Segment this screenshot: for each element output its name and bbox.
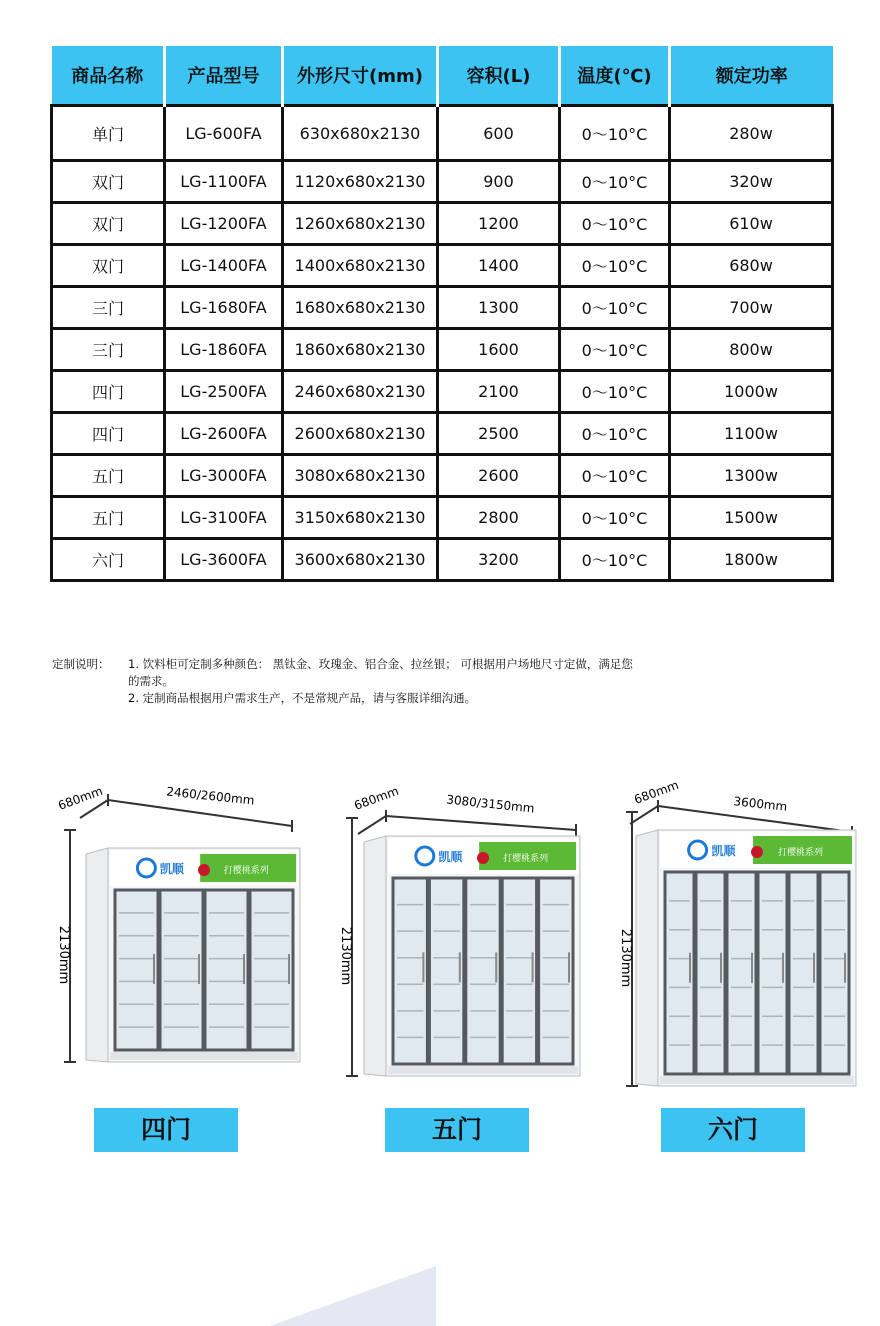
fridge-door bbox=[429, 878, 463, 1064]
cell-dimensions: 630x680x2130 bbox=[283, 106, 438, 161]
cell-volume: 1200 bbox=[438, 203, 560, 245]
cell-product-name: 三门 bbox=[52, 287, 165, 329]
table-row bbox=[52, 287, 833, 329]
fridge-side-panel bbox=[636, 830, 658, 1086]
cell-power: 1800w bbox=[670, 539, 833, 581]
note-line-1-cont: 的需求。 bbox=[128, 674, 174, 688]
cell-temperature: 0～10°C bbox=[560, 455, 670, 497]
cell-power: 610w bbox=[670, 203, 833, 245]
door-handle bbox=[782, 953, 784, 983]
fridge-door bbox=[539, 878, 573, 1064]
width-dimension-line bbox=[386, 816, 576, 830]
cherry-icon bbox=[477, 852, 489, 864]
cell-product-name: 四门 bbox=[52, 371, 165, 413]
cell-model: LG-3600FA bbox=[165, 539, 283, 581]
fridge-base bbox=[388, 1066, 578, 1074]
cell-product-name: 双门 bbox=[52, 203, 165, 245]
note-line-2: 2. 定制商品根据用户需求生产，不是常规产品，请与客服详细沟通。 bbox=[128, 691, 477, 705]
fridge-base bbox=[660, 1076, 854, 1084]
cell-volume: 2800 bbox=[438, 497, 560, 539]
depth-dimension-line bbox=[358, 816, 386, 834]
cell-model: LG-2500FA bbox=[165, 371, 283, 413]
fridge-side-panel bbox=[86, 848, 108, 1062]
door-handle bbox=[459, 952, 461, 982]
cell-temperature: 0～10°C bbox=[560, 329, 670, 371]
cell-volume: 600 bbox=[438, 106, 560, 161]
cell-dimensions: 1400x680x2130 bbox=[283, 245, 438, 287]
cell-dimensions: 3150x680x2130 bbox=[283, 497, 438, 539]
door-handle bbox=[720, 953, 722, 983]
door-handle bbox=[844, 953, 846, 983]
cell-dimensions: 3080x680x2130 bbox=[283, 455, 438, 497]
banner-text: 打樱桃系列 bbox=[223, 866, 269, 876]
table-row bbox=[52, 539, 833, 581]
door-handle bbox=[153, 954, 155, 984]
cell-power: 1000w bbox=[670, 371, 833, 413]
cell-power: 680w bbox=[670, 245, 833, 287]
fridge-base bbox=[110, 1052, 298, 1060]
door-handle bbox=[495, 952, 497, 982]
cherry-icon bbox=[751, 846, 763, 858]
door-handle bbox=[243, 954, 245, 984]
cell-product-name: 双门 bbox=[52, 161, 165, 203]
fridge-door bbox=[160, 890, 203, 1050]
cherry-icon bbox=[198, 864, 210, 876]
fridge-door bbox=[502, 878, 536, 1064]
cell-temperature: 0～10°C bbox=[560, 539, 670, 581]
cell-volume: 2600 bbox=[438, 455, 560, 497]
door-handle bbox=[568, 952, 570, 982]
cell-product-name: 五门 bbox=[52, 497, 165, 539]
fridge-side-panel bbox=[364, 836, 386, 1076]
badge-four-door: 四门 bbox=[94, 1108, 238, 1152]
fridge-four-door bbox=[56, 784, 300, 1062]
cell-power: 800w bbox=[670, 329, 833, 371]
cell-volume: 900 bbox=[438, 161, 560, 203]
fridge-five-door bbox=[338, 784, 580, 1076]
table-row bbox=[52, 371, 833, 413]
decorative-triangle bbox=[270, 1266, 436, 1326]
fridge-door bbox=[115, 890, 158, 1050]
height-label: 2130mm bbox=[338, 926, 353, 986]
cell-model: LG-2600FA bbox=[165, 413, 283, 455]
cell-volume: 1600 bbox=[438, 329, 560, 371]
header-volume: 容积(L) bbox=[438, 46, 560, 106]
table-row bbox=[52, 106, 833, 161]
cell-model: LG-1680FA bbox=[165, 287, 283, 329]
cell-volume: 2500 bbox=[438, 413, 560, 455]
cell-dimensions: 2460x680x2130 bbox=[283, 371, 438, 413]
table-row bbox=[52, 203, 833, 245]
depth-dimension-line bbox=[630, 806, 658, 824]
cell-temperature: 0～10°C bbox=[560, 497, 670, 539]
door-handle bbox=[751, 953, 753, 983]
door-handle bbox=[813, 953, 815, 983]
cell-model: LG-3000FA bbox=[165, 455, 283, 497]
cell-dimensions: 2600x680x2130 bbox=[283, 413, 438, 455]
door-handle bbox=[532, 952, 534, 982]
cell-model: LG-1200FA bbox=[165, 203, 283, 245]
header-product-name: 商品名称 bbox=[52, 46, 165, 106]
cell-power: 700w bbox=[670, 287, 833, 329]
header-model: 产品型号 bbox=[165, 46, 283, 106]
cell-model: LG-1100FA bbox=[165, 161, 283, 203]
note-label: 定制说明： bbox=[52, 657, 110, 671]
depth-label: 680mm bbox=[352, 783, 401, 813]
fridge-door bbox=[250, 890, 293, 1050]
banner-text: 打樱桃系列 bbox=[778, 848, 824, 858]
cell-power: 1500w bbox=[670, 497, 833, 539]
badge-six-door: 六门 bbox=[661, 1108, 805, 1152]
cell-dimensions: 1120x680x2130 bbox=[283, 161, 438, 203]
cell-temperature: 0～10°C bbox=[560, 245, 670, 287]
cell-dimensions: 1680x680x2130 bbox=[283, 287, 438, 329]
cell-product-name: 四门 bbox=[52, 413, 165, 455]
table-row bbox=[52, 455, 833, 497]
cell-volume: 1400 bbox=[438, 245, 560, 287]
table-header-row bbox=[52, 46, 833, 106]
depth-label: 680mm bbox=[56, 783, 105, 813]
fridge-door bbox=[393, 878, 427, 1064]
cell-product-name: 五门 bbox=[52, 455, 165, 497]
cell-product-name: 六门 bbox=[52, 539, 165, 581]
header-power: 额定功率 bbox=[670, 46, 833, 106]
cell-power: 1300w bbox=[670, 455, 833, 497]
door-handle bbox=[198, 954, 200, 984]
header-dimensions: 外形尺寸(mm) bbox=[283, 46, 438, 106]
width-label: 3080/3150mm bbox=[445, 792, 536, 816]
width-dimension-line bbox=[108, 800, 292, 826]
table-row bbox=[52, 329, 833, 371]
cell-model: LG-600FA bbox=[165, 106, 283, 161]
cell-dimensions: 1860x680x2130 bbox=[283, 329, 438, 371]
table-row bbox=[52, 161, 833, 203]
cell-temperature: 0～10°C bbox=[560, 203, 670, 245]
cell-model: LG-1400FA bbox=[165, 245, 283, 287]
cell-temperature: 0～10°C bbox=[560, 287, 670, 329]
table-row bbox=[52, 245, 833, 287]
cell-model: LG-1860FA bbox=[165, 329, 283, 371]
cell-power: 320w bbox=[670, 161, 833, 203]
fridge-door bbox=[466, 878, 500, 1064]
table-body bbox=[52, 106, 833, 581]
brand-logo-text: 凯顺 bbox=[438, 850, 463, 864]
cell-product-name: 三门 bbox=[52, 329, 165, 371]
cell-temperature: 0～10°C bbox=[560, 413, 670, 455]
fridge-door bbox=[205, 890, 248, 1050]
fridge-illustrations bbox=[0, 760, 880, 1100]
cell-temperature: 0～10°C bbox=[560, 161, 670, 203]
banner-text: 打樱桃系列 bbox=[503, 854, 549, 864]
cell-dimensions: 3600x680x2130 bbox=[283, 539, 438, 581]
cell-volume: 2100 bbox=[438, 371, 560, 413]
cell-product-name: 单门 bbox=[52, 106, 165, 161]
height-label: 2130mm bbox=[56, 925, 71, 985]
cell-power: 1100w bbox=[670, 413, 833, 455]
badge-five-door: 五门 bbox=[385, 1108, 529, 1152]
cell-model: LG-3100FA bbox=[165, 497, 283, 539]
door-handle bbox=[422, 952, 424, 982]
door-handle bbox=[689, 953, 691, 983]
cell-volume: 3200 bbox=[438, 539, 560, 581]
decorative-shape bbox=[0, 1260, 880, 1326]
cell-temperature: 0～10°C bbox=[560, 371, 670, 413]
height-label: 2130mm bbox=[618, 928, 633, 988]
door-handle bbox=[288, 954, 290, 984]
depth-label: 680mm bbox=[632, 777, 681, 807]
cell-power: 280w bbox=[670, 106, 833, 161]
table-row bbox=[52, 497, 833, 539]
cell-dimensions: 1260x680x2130 bbox=[283, 203, 438, 245]
cell-product-name: 双门 bbox=[52, 245, 165, 287]
header-temperature: 温度(℃) bbox=[560, 46, 670, 106]
brand-logo-text: 凯顺 bbox=[159, 862, 184, 876]
note-line-1: 1. 饮料柜可定制多种颜色： 黑钛金、玫瑰金、铝合金、拉丝银； 可根据用户场地尺寸定做，满足您 bbox=[128, 657, 633, 671]
width-label: 2460/2600mm bbox=[165, 784, 256, 808]
spec-table bbox=[50, 46, 834, 582]
brand-logo-text: 凯顺 bbox=[711, 844, 736, 858]
cell-volume: 1300 bbox=[438, 287, 560, 329]
table-row bbox=[52, 413, 833, 455]
width-label: 3600mm bbox=[732, 794, 788, 814]
cell-temperature: 0～10°C bbox=[560, 106, 670, 161]
fridge-six-door bbox=[618, 778, 856, 1086]
